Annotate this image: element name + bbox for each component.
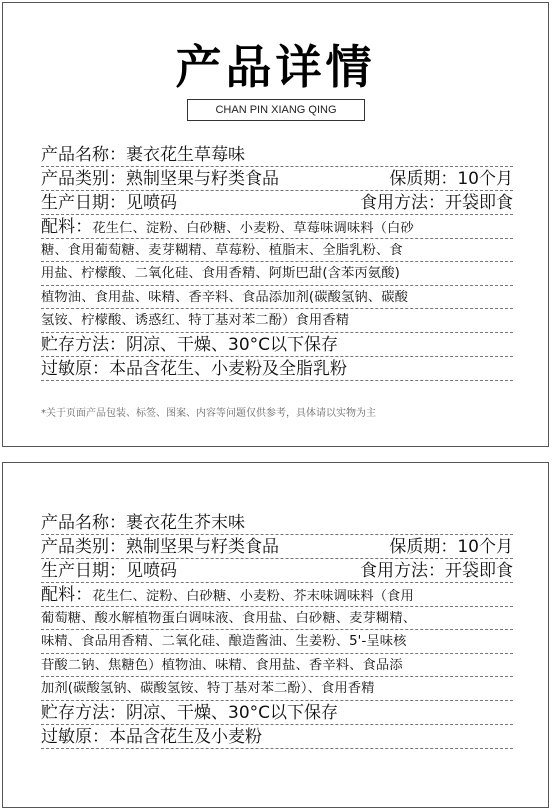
ingredients-line — [41, 215, 513, 239]
product-category: 产品类别：熟制坚果与籽类食品 — [41, 169, 279, 189]
usage-method: 食用方法：开袋即食 — [360, 193, 513, 213]
product-info-table — [41, 511, 513, 749]
date-row — [41, 559, 513, 583]
allergen-row: 过敏原：本品含花生及小麦粉 — [41, 725, 513, 749]
product-name-row: 产品名称：裹衣花生草莓味 — [41, 143, 513, 167]
production-date: 生产日期：见喷码 — [41, 193, 177, 213]
product-card-wasabi — [2, 462, 549, 808]
production-date: 生产日期：见喷码 — [41, 561, 177, 581]
ingredients-line: 味精、食品用香精、二氧化硅、酿造酱油、生姜粉、5'-呈味核 — [41, 630, 513, 654]
ingredients-label: 配料： — [41, 217, 93, 237]
storage-row: 贮存方法：阴凉、干燥、30°C以下保存 — [41, 701, 513, 725]
ingredients-line: 氢铵、柠檬酸、诱惑红、特丁基对苯二酚）食用香精 — [41, 309, 513, 333]
storage-row: 贮存方法：阴凉、干燥、30°C以下保存 — [41, 333, 513, 357]
ingredients-line: 苷酸二钠、焦糖色）植物油、味精、食用盐、香辛料、食品添 — [41, 654, 513, 678]
category-row — [41, 535, 513, 559]
date-row — [41, 191, 513, 215]
ingredients-line: 葡萄糖、酸水解植物蛋白调味液、食用盐、白砂糖、麦芽糊精、 — [41, 607, 513, 631]
ingredients-line — [41, 583, 513, 607]
shelf-life: 保质期：10个月 — [389, 169, 513, 189]
ingredients-text: 花生仁、淀粉、白砂糖、小麦粉、芥末味调味料（食用 — [92, 589, 414, 604]
ingredients-line: 植物油、食用盐、味精、香辛料、食品添加剂(碳酸氢钠、碳酸 — [41, 286, 513, 310]
ingredients-text: 花生仁、淀粉、白砂糖、小麦粉、草莓味调味料（白砂 — [92, 221, 414, 236]
shelf-life: 保质期：10个月 — [389, 537, 513, 557]
page-title: 产品详情 — [175, 40, 376, 94]
product-name-row: 产品名称：裹衣花生芥末味 — [41, 511, 513, 535]
category-row — [41, 167, 513, 191]
disclaimer-note: *关于页面产品包装、标签、图案、内容等问题仅供参考，具体请以实物为主 — [41, 408, 376, 419]
allergen-row: 过敏原：本品含花生、小麦粉及全脂乳粉 — [41, 357, 513, 381]
ingredients-line: 用盐、柠檬酸、二氧化硅、食用香精、阿斯巴甜(含苯丙氨酸) — [41, 262, 513, 286]
usage-method: 食用方法：开袋即食 — [360, 561, 513, 581]
ingredients-line: 糖、食用葡萄糖、麦芽糊精、草莓粉、植脂末、全脂乳粉、食 — [41, 239, 513, 263]
title-pinyin-box: CHAN PIN XIANG QING — [187, 99, 365, 121]
product-info-table — [41, 143, 513, 381]
ingredients-label: 配料： — [41, 585, 93, 605]
product-card-strawberry — [2, 2, 549, 447]
product-category: 产品类别：熟制坚果与籽类食品 — [41, 537, 279, 557]
ingredients-line: 加剂(碳酸氢钠、碳酸氢铵、特丁基对苯二酚）、食用香精 — [41, 677, 513, 701]
